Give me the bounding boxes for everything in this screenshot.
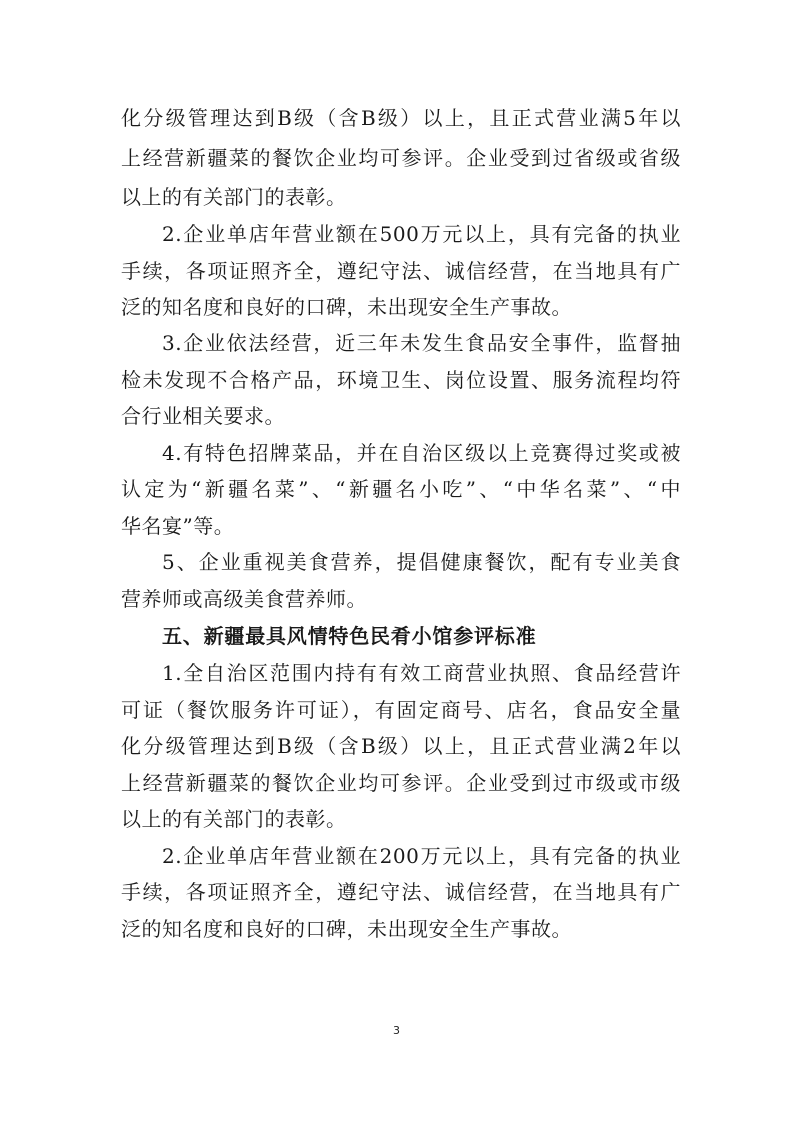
section-heading: 五、新疆最具风情特色民肴小馆参评标准 (162, 624, 537, 648)
text-line: 以上的有关部门的表彰。 (121, 807, 347, 831)
text-line: 营养师或高级美食营养师。 (121, 587, 367, 611)
text-line: 可证（餐饮服务许可证），有固定商号、店名，食品安全量 (121, 698, 681, 722)
text-line: 手续，各项证照齐全，遵纪守法、诚信经营，在当地具有广 (121, 259, 681, 283)
paragraph-first-line: 1.全自治区范围内持有有效工商营业执照、食品经营许 (162, 661, 681, 685)
paragraph-first-line: 2.企业单店年营业额在200万元以上，具有完备的执业 (162, 844, 681, 868)
text-line: 手续，各项证照齐全，遵纪守法、诚信经营，在当地具有广 (121, 880, 681, 904)
text-line: 检未发现不合格产品，环境卫生、岗位设置、服务流程均符 (121, 368, 681, 392)
text-line: 认定为“新疆名菜”、“新疆名小吃”、“中华名菜”、“中 (121, 477, 681, 501)
paragraph-first-line: 5、企业重视美食营养，提倡健康餐饮，配有专业美食 (162, 550, 681, 574)
page-number: 3 (393, 1024, 400, 1037)
text-line: 上经营新疆菜的餐饮企业均可参评。企业受到过市级或市级 (121, 771, 681, 795)
paragraph-first-line: 2.企业单店年营业额在500万元以上，具有完备的执业 (162, 222, 681, 246)
text-line: 泛的知名度和良好的口碑，未出现安全生产事故。 (121, 295, 572, 319)
text-line: 化分级管理达到B级（含B级）以上，且正式营业满2年以 (121, 734, 681, 758)
paragraph-first-line: 4.有特色招牌菜品，并在自治区级以上竞赛得过奖或被 (162, 441, 681, 465)
text-line: 上经营新疆菜的餐饮企业均可参评。企业受到过省级或省级 (121, 146, 681, 170)
paragraph-first-line: 3.企业依法经营，近三年未发生食品安全事件，监督抽 (162, 331, 681, 355)
text-line: 合行业相关要求。 (121, 404, 285, 428)
text-line: 化分级管理达到B级（含B级）以上，且正式营业满5年以 (121, 106, 681, 130)
text-line: 泛的知名度和良好的口碑，未出现安全生产事故。 (121, 917, 572, 941)
text-line: 华名宴”等。 (121, 514, 235, 538)
text-line: 以上的有关部门的表彰。 (121, 185, 347, 209)
